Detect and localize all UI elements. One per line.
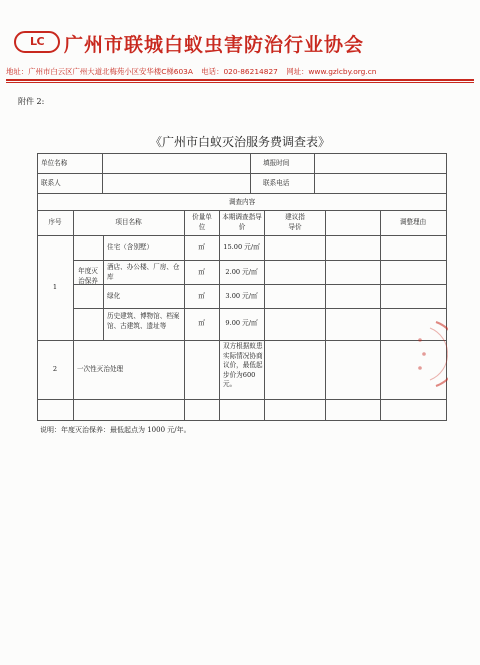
group2-seq: 2 <box>52 365 58 373</box>
row-residential-unit: ㎡ <box>198 243 205 251</box>
association-seal-stamp <box>396 318 448 390</box>
document-title: 《广州市白蚁灭治服务费调查表》 <box>149 135 330 149</box>
address-text: 地址：广州市白云区广州大道北梅苑小区安华楼C梯603A <box>6 67 193 76</box>
header-rule-thick <box>6 79 474 81</box>
phone-text: 电话：020-86214827 <box>201 67 278 76</box>
header-current-price: 本期调查指导价 <box>222 213 262 231</box>
association-logo <box>14 31 60 53</box>
row-historic-unit: ㎡ <box>198 319 205 327</box>
group2-price: 双方根据蚁患实际情况协商议价，最低起步价为600元。 <box>223 342 263 388</box>
association-name: 广州市联城白蚁虫害防治行业协会 <box>64 34 365 56</box>
unit-name-label: 单位名称 <box>41 159 68 167</box>
header-unit: 价量单位 <box>192 213 212 231</box>
contact-label: 联系人 <box>41 179 61 187</box>
contact-phone-label: 联系电话 <box>263 179 290 187</box>
website-text: 网址：www.gzlcby.org.cn <box>286 67 377 76</box>
header-seq: 序号 <box>48 218 62 226</box>
row-historic-price: 9.00 元/㎡ <box>225 319 258 327</box>
logo-text: LC <box>29 35 45 48</box>
attachment-label: 附件 2: <box>18 97 45 106</box>
group1-category: 年度灭治保养 <box>78 267 98 285</box>
contact-info-line <box>6 66 474 77</box>
group1-seq: 1 <box>52 283 58 291</box>
group2-name: 一次性灭治处理 <box>77 365 124 373</box>
row-historic-name: 历史建筑、博物馆、档案馆、古建筑、遗址等 <box>107 312 180 330</box>
header-reason: 调整理由 <box>399 218 427 226</box>
row-hotel-name: 酒店、办公楼、厂房、仓库 <box>107 263 180 281</box>
row-hotel-price: 2.00 元/㎡ <box>225 268 258 276</box>
row-residential-name: 住宅（含别墅） <box>107 243 154 251</box>
row-greening-price: 3.00 元/㎡ <box>225 292 258 300</box>
survey-section-label: 调查内容 <box>228 198 256 206</box>
header-suggested-price: 建议指导价 <box>285 213 305 231</box>
header-item: 项目名称 <box>115 218 142 226</box>
row-hotel-unit: ㎡ <box>198 268 205 276</box>
fill-time-label: 填报时间 <box>263 159 290 167</box>
row-greening-name: 绿化 <box>107 292 121 300</box>
survey-table <box>37 153 447 420</box>
row-greening-unit: ㎡ <box>198 292 205 300</box>
row-residential-price: 15.00 元/㎡ <box>223 243 260 251</box>
note-text: 说明：年度灭治保养：最低起点为 1000 元/年。 <box>40 426 191 434</box>
header-rule-thin <box>6 82 474 83</box>
